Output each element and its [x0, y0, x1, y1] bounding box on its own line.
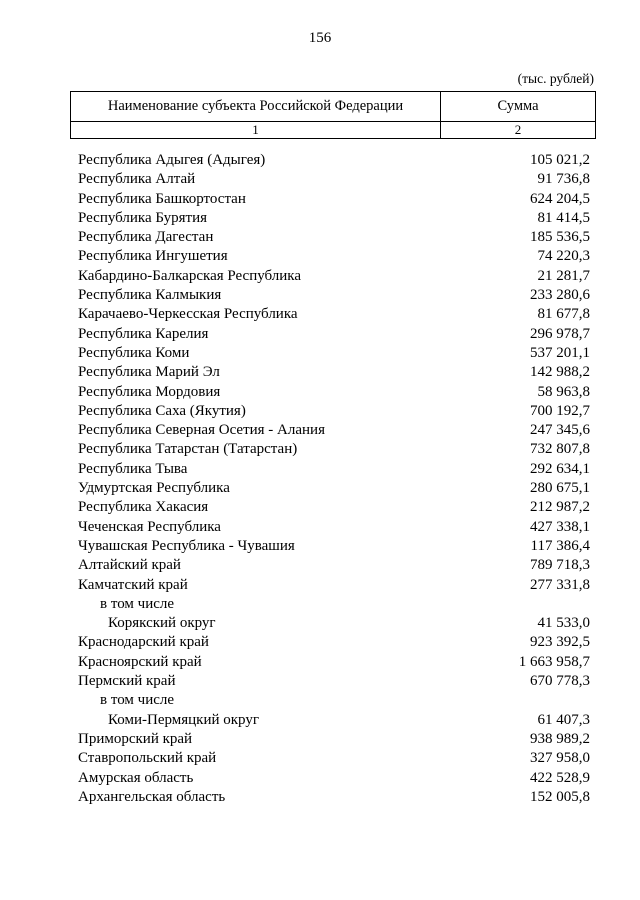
amount-value: 422 528,9 [530, 769, 590, 786]
amount-value: 58 963,8 [537, 383, 590, 400]
region-name: Алтайский край [78, 557, 181, 574]
units-note: (тыс. рублей) [517, 71, 594, 86]
amount-value: 292 634,1 [530, 460, 590, 477]
amount-value: 117 386,4 [530, 537, 590, 554]
amount-value: 537 201,1 [530, 344, 590, 361]
page-number: 156 [308, 30, 332, 46]
table-row [78, 402, 590, 421]
amount-value: 61 407,3 [537, 711, 590, 728]
table-row [78, 421, 590, 440]
table-row [78, 537, 590, 556]
table-row [78, 518, 590, 537]
table-row [78, 711, 590, 730]
column-number-1: 1 [71, 122, 441, 139]
table-header-row [71, 92, 596, 122]
table-row [78, 190, 590, 209]
region-name: Республика Алтай [78, 171, 196, 188]
amount-value: 789 718,3 [530, 557, 590, 574]
amount-value: 81 677,8 [537, 306, 590, 323]
amount-value: 700 192,7 [530, 402, 590, 419]
table-header [70, 91, 596, 139]
table-row [78, 595, 590, 614]
region-name: Пермский край [78, 673, 176, 690]
table-column-number-row [71, 122, 596, 139]
region-name: Красноярский край [78, 653, 202, 670]
region-name: Республика Марий Эл [78, 364, 220, 381]
region-name: Амурская область [78, 769, 194, 786]
region-name: Приморский край [78, 730, 193, 747]
table-row [78, 576, 590, 595]
table-row [78, 614, 590, 633]
table-row [78, 479, 590, 498]
region-name: Республика Татарстан (Татарстан) [78, 441, 298, 458]
table-row [78, 691, 590, 710]
table-row [78, 498, 590, 517]
region-name: Чувашская Республика - Чувашия [78, 537, 295, 554]
amount-value: 247 345,6 [530, 422, 590, 439]
region-name: Архангельская область [78, 788, 226, 805]
region-name: Корякский округ [108, 615, 216, 632]
region-name: Удмуртская Республика [78, 480, 230, 497]
table-row [78, 383, 590, 402]
table-row [78, 286, 590, 305]
amount-value: 142 988,2 [530, 364, 590, 381]
table-row [78, 749, 590, 768]
region-name: Чеченская Республика [78, 518, 221, 535]
table-body [78, 151, 590, 807]
table-row [78, 556, 590, 575]
table-row [78, 170, 590, 189]
table-row [78, 788, 590, 807]
table-row [78, 769, 590, 788]
amount-value: 624 204,5 [530, 190, 590, 207]
table-row [78, 460, 590, 479]
amount-value: 732 807,8 [530, 441, 590, 458]
table-row [78, 653, 590, 672]
amount-value: 938 989,2 [530, 730, 590, 747]
region-name: Республика Бурятия [78, 209, 208, 226]
region-name: в том числе [100, 692, 175, 709]
column-number-2: 2 [441, 122, 596, 139]
table-row [78, 151, 590, 170]
amount-value: 670 778,3 [530, 673, 590, 690]
table-row [78, 228, 590, 247]
region-name: Республика Калмыкия [78, 287, 222, 304]
table-row [78, 672, 590, 691]
amount-value: 105 021,2 [530, 152, 590, 168]
table-row [78, 247, 590, 266]
region-name: Республика Адыгея (Адыгея) [78, 152, 266, 168]
amount-value: 427 338,1 [530, 518, 590, 535]
region-name: Республика Хакасия [78, 499, 209, 516]
region-name: Республика Мордовия [78, 383, 221, 400]
table-row [78, 267, 590, 286]
amount-value: 74 220,3 [537, 248, 590, 265]
region-name: Республика Дагестан [78, 229, 214, 246]
region-name: Краснодарский край [78, 634, 209, 651]
amount-value: 296 978,7 [530, 325, 590, 342]
amount-value: 923 392,5 [530, 634, 590, 651]
region-name: Республика Ингушетия [78, 248, 228, 265]
amount-value: 152 005,8 [530, 788, 590, 805]
region-name: Камчатский край [78, 576, 188, 593]
region-name: Республика Тыва [78, 460, 188, 477]
region-name: Кабардино-Балкарская Республика [78, 267, 302, 284]
amount-value: 280 675,1 [530, 480, 590, 497]
region-name: в том числе [100, 595, 175, 612]
amount-value: 41 533,0 [537, 615, 590, 632]
table-row [78, 305, 590, 324]
amount-value: 212 987,2 [530, 499, 590, 516]
amount-value: 233 280,6 [530, 287, 590, 304]
table-row [78, 633, 590, 652]
amount-value: 327 958,0 [530, 750, 590, 767]
amount-value: 277 331,8 [530, 576, 590, 593]
amount-value: 21 281,7 [537, 267, 590, 284]
region-name: Республика Северная Осетия - Алания [78, 422, 325, 439]
amount-value: 1 663 958,7 [518, 653, 590, 670]
table-row [78, 440, 590, 459]
region-name: Республика Карелия [78, 325, 209, 342]
column-header-sum: Сумма [441, 92, 596, 122]
region-name: Республика Башкортостан [78, 190, 246, 207]
region-name: Ставропольский край [78, 750, 217, 767]
region-name: Коми-Пермяцкий округ [108, 711, 260, 728]
table-row [78, 325, 590, 344]
table-row [78, 363, 590, 382]
table-row [78, 344, 590, 363]
region-name: Карачаево-Черкесская Республика [78, 306, 298, 323]
region-name: Республика Саха (Якутия) [78, 402, 246, 419]
amount-value: 91 736,8 [537, 171, 590, 188]
amount-value: 185 536,5 [530, 229, 590, 246]
column-header-name: Наименование субъекта Российской Федерации [71, 92, 441, 122]
table-row [78, 209, 590, 228]
amount-value: 81 414,5 [537, 209, 590, 226]
table-row [78, 730, 590, 749]
region-name: Республика Коми [78, 344, 190, 361]
